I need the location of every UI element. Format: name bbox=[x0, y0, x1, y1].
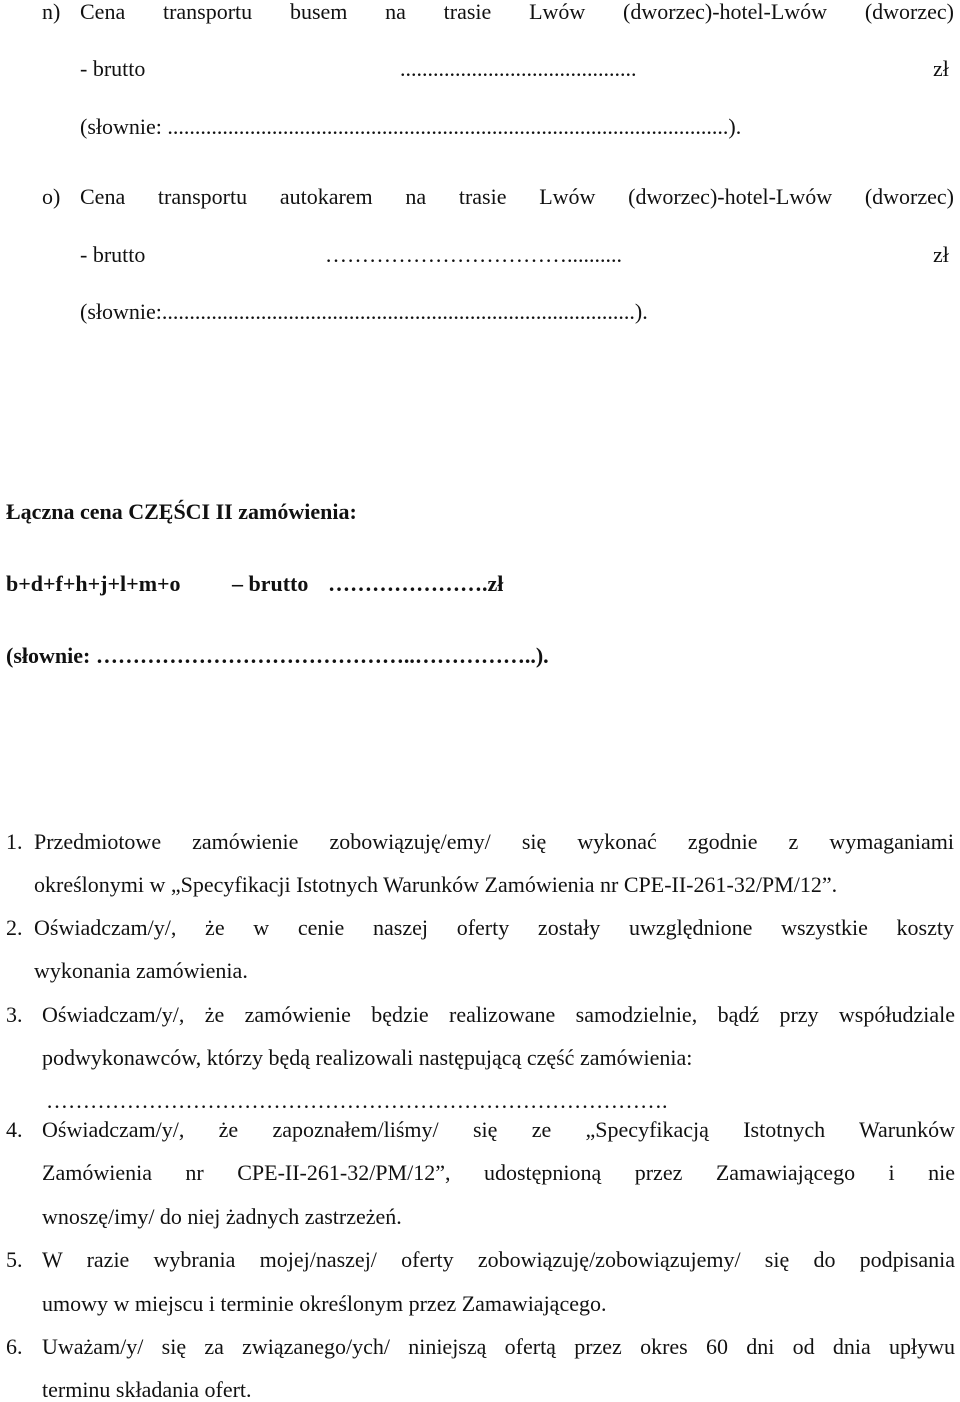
item-n-line1: Cena transportu busem na trasie Lwów (dworzec)-hotel-Lwów (dworzec) bbox=[80, 0, 954, 24]
total-words: (słownie: ……………………………………..……………..). bbox=[6, 643, 549, 668]
item-o-words: (słownie:......................................................................................). bbox=[80, 299, 648, 324]
statement-6-line2: terminu składania ofert. bbox=[42, 1377, 252, 1402]
statement-3-dots: …………………………………………………………………………. bbox=[46, 1088, 668, 1113]
statement-6-line1: Uważam/y/ się za związanego/ych/ niniejszą ofertą przez okres 60 dni od dnia upływu bbox=[42, 1334, 955, 1359]
statement-2-line2: wykonania zamówienia. bbox=[34, 958, 248, 983]
statement-3-number: 3. bbox=[6, 1002, 23, 1027]
item-o-line1: Cena transportu autokarem na trasie Lwów (dworzec)-hotel-Lwów (dworzec) bbox=[80, 184, 954, 209]
statement-1-line2: określonymi w „Specyfikacji Istotnych Warunków Zamówienia nr CPE-II-261-32/PM/12”. bbox=[34, 872, 838, 897]
statement-5-line1: W razie wybrania mojej/naszej/ oferty zobowiązuję/zobowiązujemy/ się do podpisania bbox=[42, 1247, 955, 1272]
statement-1-number: 1. bbox=[6, 829, 23, 854]
item-n-label: n) bbox=[42, 0, 61, 24]
total-formula: b+d+f+h+j+l+m+o bbox=[6, 571, 181, 596]
statement-3-line2: podwykonawców, którzy będą realizowali następującą część zamówienia: bbox=[42, 1045, 693, 1070]
statement-4-line2: Zamówienia nr CPE-II-261-32/PM/12”, udostępnioną przez Zamawiającego i nie bbox=[42, 1160, 955, 1185]
statement-5-line2: umowy w miejscu i terminie określonym przez Zamawiającego. bbox=[42, 1291, 607, 1316]
total-amount: ………………….zł bbox=[328, 571, 504, 596]
statement-4-number: 4. bbox=[6, 1117, 23, 1142]
item-n-price-dots: ........................................... bbox=[400, 56, 637, 81]
statement-4-line1: Oświadczam/y/, że zapoznałem/liśmy/ się ze „Specyfikacją Istotnych Warunków bbox=[42, 1117, 955, 1142]
statement-1-line1: Przedmiotowe zamówienie zobowiązuję/emy/ się wykonać zgodnie z wymaganiami bbox=[34, 829, 954, 854]
statement-6-number: 6. bbox=[6, 1334, 23, 1359]
statement-4-line3: wnoszę/imy/ do niej żadnych zastrzeżeń. bbox=[42, 1204, 402, 1229]
item-o-brutto: - brutto bbox=[80, 242, 146, 267]
item-o-price-dots: …………………………….......... bbox=[325, 242, 622, 267]
statement-5-number: 5. bbox=[6, 1247, 23, 1272]
total-brutto: – brutto bbox=[232, 571, 309, 596]
item-n-brutto: - brutto bbox=[80, 56, 146, 81]
item-o-label: o) bbox=[42, 184, 61, 209]
statement-2-number: 2. bbox=[6, 915, 23, 940]
item-o-currency: zł bbox=[933, 242, 949, 267]
item-n-words: (słownie: ......................................................................................................). bbox=[80, 114, 742, 139]
statement-2-line1: Oświadczam/y/, że w cenie naszej oferty zostały uwzględnione wszystkie koszty bbox=[34, 915, 954, 940]
statement-3-line1: Oświadczam/y/, że zamówienie będzie realizowane samodzielnie, bądź przy współudziale bbox=[42, 1002, 955, 1027]
item-n-currency: zł bbox=[933, 56, 949, 81]
total-heading: Łączna cena CZĘŚCI II zamówienia: bbox=[6, 499, 357, 524]
